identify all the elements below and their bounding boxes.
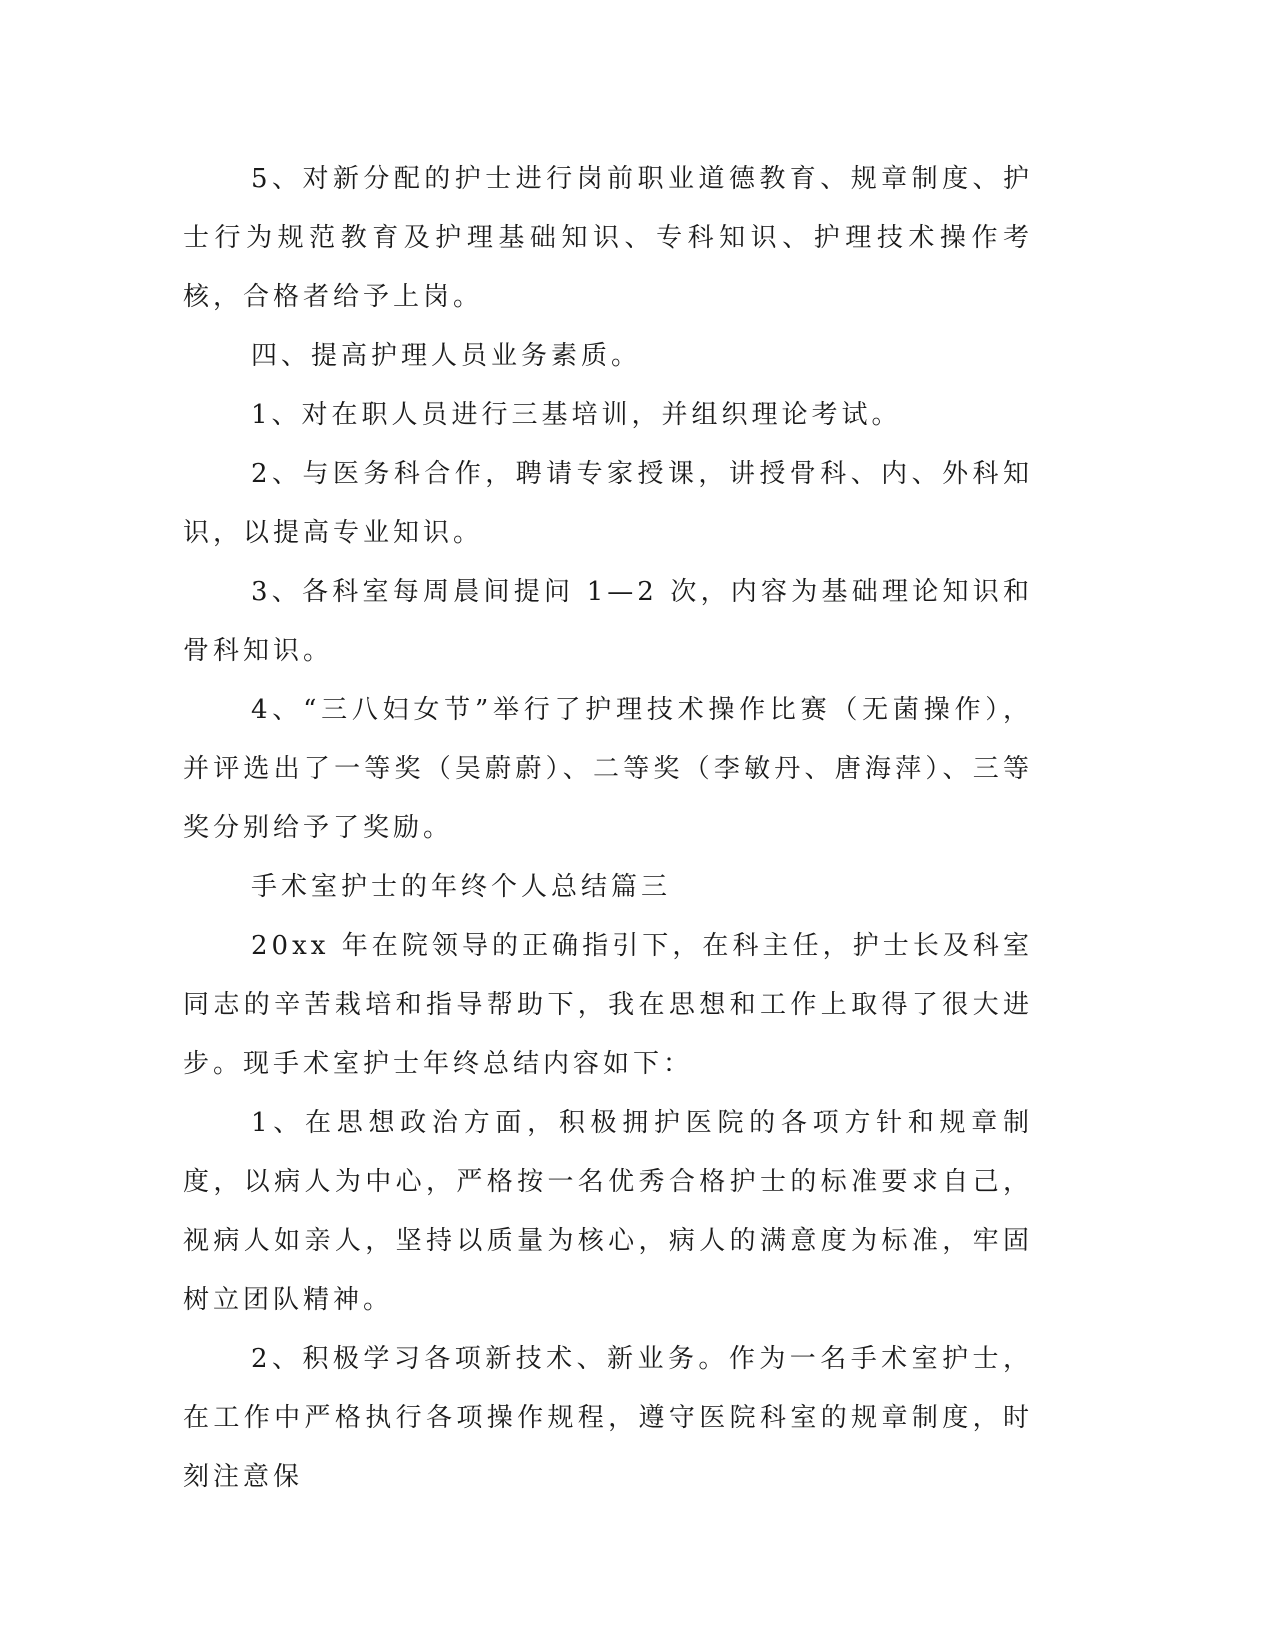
- paragraph-intro-year: 20xx 年在院领导的正确指引下，在科主任，护士长及科室同志的辛苦栽培和指导帮助下，我在思想和工作上取得了很大进步。现手术室护士年终总结内容如下：: [183, 931, 1033, 1079]
- paragraph-item-3-morning-questions: 3、各科室每周晨间提问 1—2 次，内容为基础理论知识和骨科知识。: [183, 577, 1033, 666]
- paragraph-item-1-political: 1、在思想政治方面，积极拥护医院的各项方针和规章制度，以病人为中心，严格按一名优秀合格护士的标准要求自己，视病人如亲人，坚持以质量为核心，病人的满意度为标准，牢固树立团队精神。: [183, 1108, 1033, 1315]
- paragraph-item-5-orientation: 5、对新分配的护士进行岗前职业道德教育、规章制度、护士行为规范教育及护理基础知识、专科知识、护理技术操作考核，合格者给予上岗。: [183, 164, 1033, 312]
- document-body: [183, 150, 1033, 1507]
- paragraph-item-4-competition: 4、“三八妇女节”举行了护理技术操作比赛（无菌操作），并评选出了一等奖（吴蔚蔚）、二等奖（李敏丹、唐海萍）、三等奖分别给予了奖励。: [183, 695, 1033, 843]
- paragraph-item-2-lectures: 2、与医务科合作，聘请专家授课，讲授骨科、内、外科知识，以提高专业知识。: [183, 459, 1033, 548]
- paragraph-item-2-learning: 2、积极学习各项新技术、新业务。作为一名手术室护士，在工作中严格执行各项操作规程，遵守医院科室的规章制度，时刻注意保: [183, 1344, 1033, 1492]
- paragraph-item-1-training: 1、对在职人员进行三基培训，并组织理论考试。: [251, 400, 902, 430]
- section-title-part-three: 手术室护士的年终个人总结篇三: [251, 872, 672, 902]
- section-heading-improve-quality: 四、提高护理人员业务素质。: [251, 341, 642, 371]
